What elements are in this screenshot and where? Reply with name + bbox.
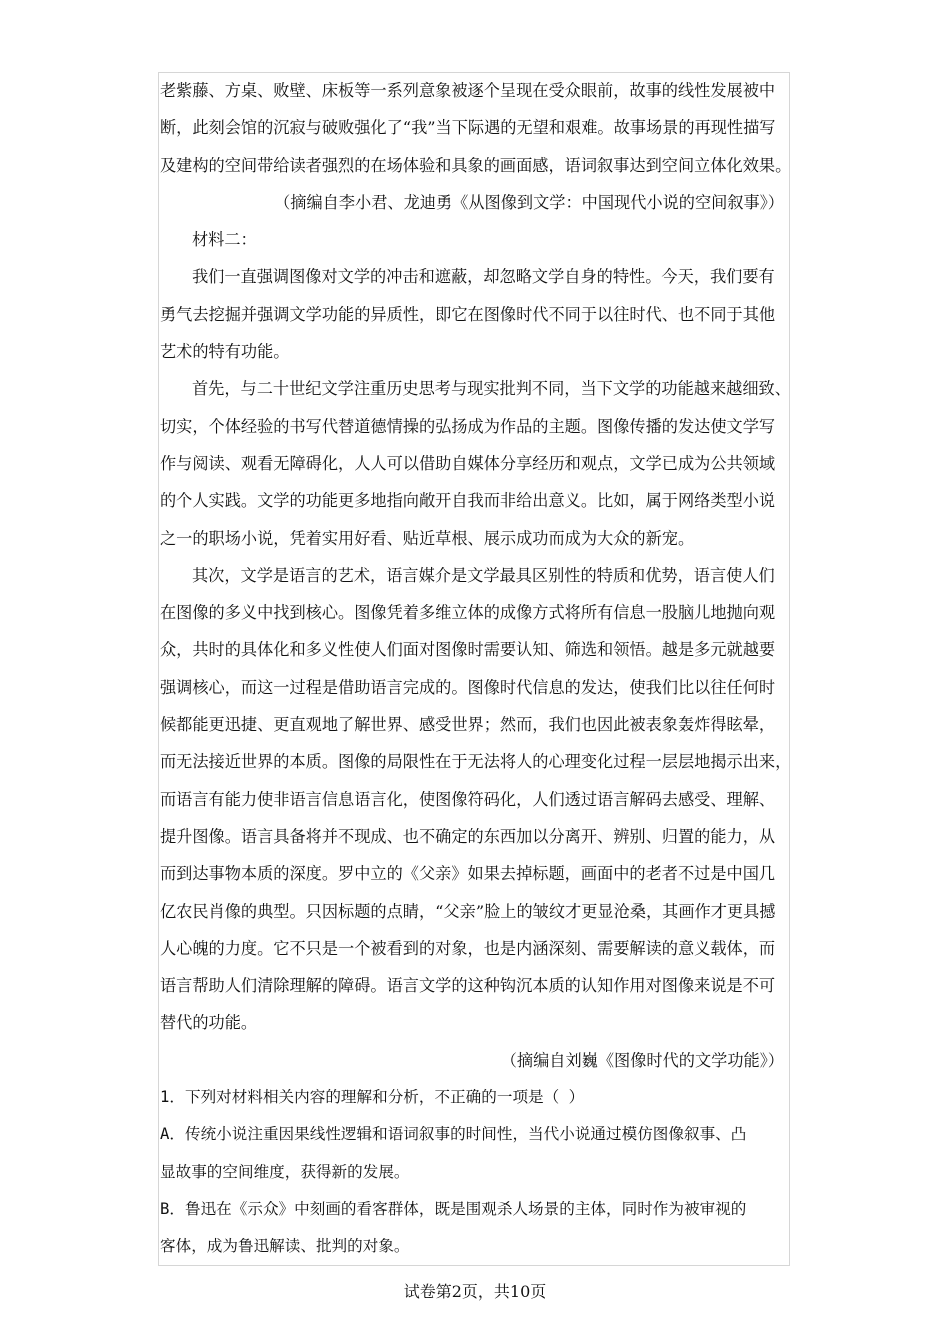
source-citation-2: （摘编自刘巍《图像时代的文学功能》） — [500, 1050, 784, 1070]
text-line: 而语言有能力使非语言信息语言化，使图像符码化，人们透过语言解码去感受、理解、 — [160, 789, 776, 809]
paragraph-1 — [160, 258, 792, 370]
text-line: 而到达事物本质的深度。罗中立的《父亲》如果去掉标题，画面中的老者不过是中国几 — [160, 864, 776, 884]
text-line: 显故事的空间维度，获得新的发展。 — [160, 1162, 410, 1181]
source-citation-1: （摘编自李小君、龙迪勇《从图像到文学：中国现代小说的空间叙事》） — [274, 192, 784, 212]
paragraph-3 — [160, 557, 792, 1042]
text-line: 众，共时的具体化和多义性使人们面对图像时需要认知、筛选和领悟。越是多元就越要 — [160, 640, 776, 660]
question-stem: 1．下列对材料相关内容的理解和分析，不正确的一项是（ ） — [160, 1088, 585, 1107]
text-line: 老紫藤、方桌、败壁、床板等一系列意象被逐个呈现在受众眼前，故事的线性发展被中 — [160, 81, 776, 100]
text-line: B．鲁迅在《示众》中刻画的看客群体，既是围观杀人场景的主体，同时作为被审视的 — [160, 1199, 747, 1218]
material2-heading: 材料二： — [192, 230, 257, 250]
option-b — [160, 1191, 792, 1266]
text-line: 断，此刻会馆的沉寂与破败强化了“我”当下际遇的无望和艰难。故事场景的再现性描写 — [160, 118, 776, 138]
text-line: 我们一直强调图像对文学的冲击和遮蔽，却忽略文学自身的特性。今天，我们要有 — [192, 267, 775, 287]
text-line: 客体，成为鲁迅解读、批判的对象。 — [160, 1237, 410, 1256]
text-line: 替代的功能。 — [160, 1013, 258, 1033]
document-body — [160, 72, 792, 1266]
page-footer: 试卷第2页，共10页 — [403, 1282, 547, 1301]
text-line: A．传统小说注重因果线性逻辑和语词叙事的时间性，当代小说通过模仿图像叙事、凸 — [160, 1125, 747, 1144]
paragraph-2 — [160, 370, 792, 556]
text-line: 之一的职场小说，凭着实用好看、贴近草根、展示成功而成为大众的新宠。 — [160, 528, 695, 548]
text-line: 而无法接近世界的本质。图像的局限性在于无法将人的心理变化过程一层层地揭示出来， — [160, 752, 792, 772]
text-line: 勇气去挖掘并强调文学功能的异质性，即它在图像时代不同于以往时代、也不同于其他 — [160, 304, 776, 324]
text-line: 强调核心，而这一过程是借助语言完成的。图像时代信息的发达，使我们比以往任何时 — [160, 677, 776, 697]
option-a — [160, 1116, 792, 1191]
text-line: 首先，与二十世纪文学注重历史思考与现实批判不同，当下文学的功能越来越细致、 — [192, 379, 791, 399]
text-line: 语言帮助人们清除理解的障碍。语言文学的这种钩沉本质的认知作用对图像来说是不可 — [160, 976, 776, 996]
text-line: 及建构的空间带给读者强烈的在场体验和具象的画面感，语词叙事达到空间立体化效果。 — [160, 155, 792, 175]
text-line: 艺术的特有功能。 — [160, 342, 290, 362]
question-1 — [160, 1079, 792, 1265]
material1-tail — [160, 72, 792, 184]
text-line: 人心魄的力度。它不只是一个被看到的对象，也是内涵深刻、需要解读的意义载体，而 — [160, 938, 776, 958]
text-line: 候都能更迅捷、更直观地了解世界、感受世界；然而，我们也因此被表象轰炸得眩晕， — [160, 715, 776, 735]
text-line: 其次，文学是语言的艺术，语言媒介是文学最具区别性的特质和优势，语言使人们 — [192, 565, 775, 585]
text-line: 提升图像。语言具备将并不现成、也不确定的东西加以分离开、辨别、归置的能力，从 — [160, 826, 776, 846]
text-line: 亿农民肖像的典型。只因标题的点睛，“父亲”脸上的皱纹才更显沧桑，其画作才更具撼 — [160, 901, 776, 921]
text-line: 在图像的多义中找到核心。图像凭着多维立体的成像方式将所有信息一股脑儿地抛向观 — [160, 603, 776, 623]
text-line: 切实，个体经验的书写代替道德情操的弘扬成为作品的主题。图像传播的发达使文学写 — [160, 416, 776, 436]
text-line: 的个人实践。文学的功能更多地指向敞开自我而非给出意义。比如，属于网络类型小说 — [160, 491, 776, 511]
text-line: 作与阅读、观看无障碍化，人人可以借助自媒体分享经历和观点，文学已成为公共领域 — [160, 453, 776, 473]
